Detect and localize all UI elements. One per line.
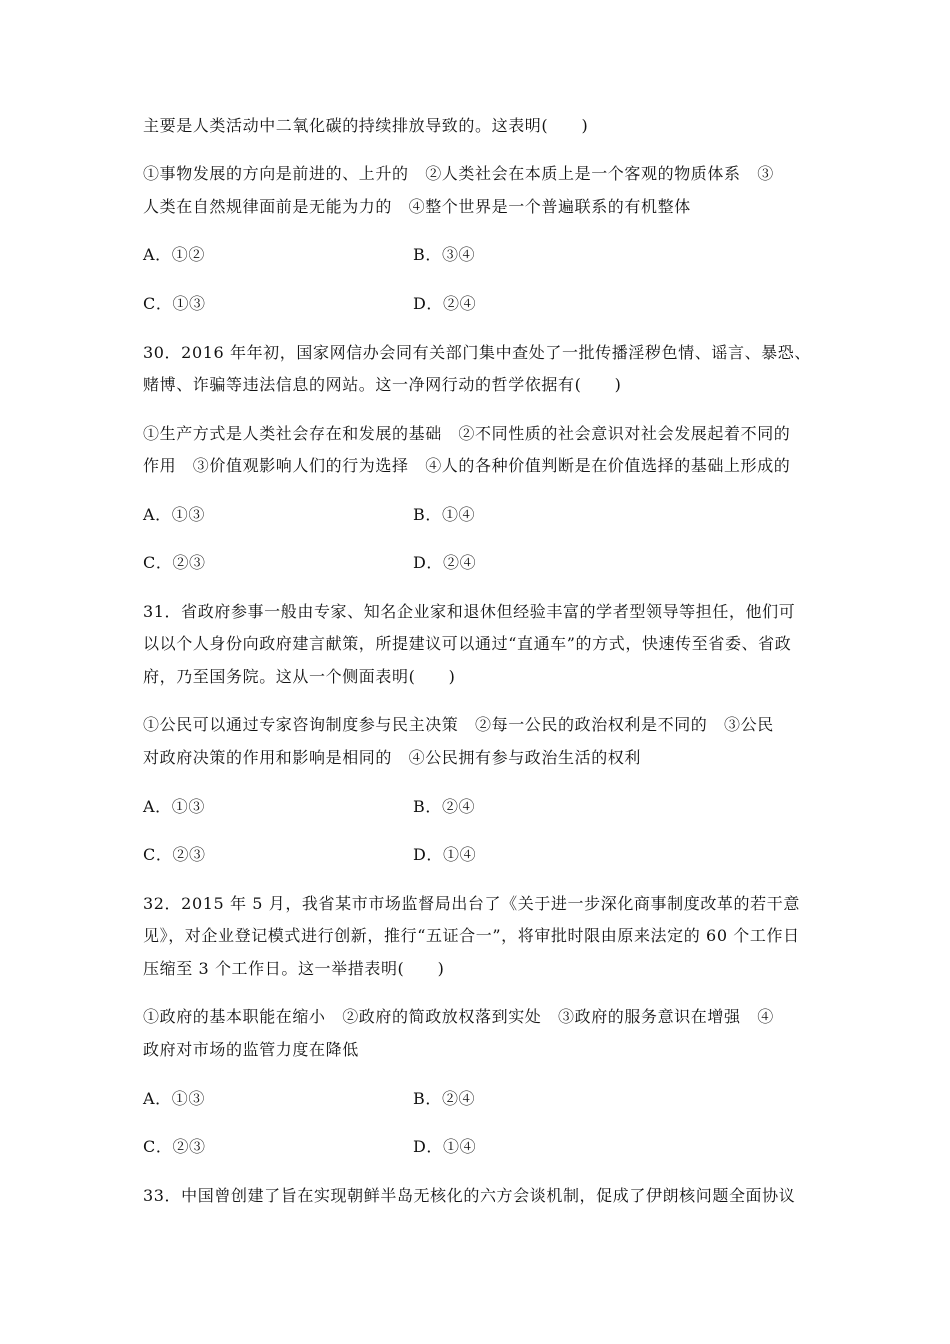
q32-option-b: B．②④ xyxy=(413,1089,476,1108)
q33-stem-line1: 33．中国曾创建了旨在实现朝鲜半岛无核化的六方会谈机制，促成了伊朗核问题全面协议 xyxy=(143,1186,796,1205)
q32-statements-line1: ①政府的基本职能在缩小 ②政府的简政放权落到实处 ③政府的服务意识在增强 ④ xyxy=(143,1007,774,1026)
q31-option-d: D．①④ xyxy=(413,845,477,864)
q29-option-d: D．②④ xyxy=(413,294,477,313)
q29-statements-line2: 人类在自然规律面前是无能为力的 ④整个世界是一个普遍联系的有机整体 xyxy=(143,197,691,216)
q32-stem-line2: 见》，对企业登记模式进行创新，推行“五证合一”，将审批时限由原来法定的 60 个工作日 xyxy=(143,926,800,945)
q31-statements-line1: ①公民可以通过专家咨询制度参与民主决策 ②每一公民的政治权利是不同的 ③公民 xyxy=(143,715,774,734)
q31-option-a: A．①③ xyxy=(143,797,205,816)
q31-option-c: C．②③ xyxy=(143,845,206,864)
q29-statements-line1: ①事物发展的方向是前进的、上升的 ②人类社会在本质上是一个客观的物质体系 ③ xyxy=(143,164,774,183)
q32-option-a: A．①③ xyxy=(143,1089,205,1108)
q29-option-b: B．③④ xyxy=(413,245,476,264)
q31-option-b: B．②④ xyxy=(413,797,476,816)
q30-option-a: A．①③ xyxy=(143,505,205,524)
q32-statements-line2: 政府对市场的监管力度在降低 xyxy=(143,1040,359,1059)
q30-stem-line1: 30．2016 年年初，国家网信办会同有关部门集中查处了一批传播淫秽色情、谣言、暴恐、 xyxy=(143,343,811,362)
q30-stem-line2: 赌博、诈骗等违法信息的网站。这一净网行动的哲学依据有( ) xyxy=(143,375,622,394)
q31-stem-line1: 31．省政府参事一般由专家、知名企业家和退休但经验丰富的学者型领导等担任，他们可 xyxy=(143,602,796,621)
q30-statements-line2: 作用 ③价值观影响人们的行为选择 ④人的各种价值判断是在价值选择的基础上形成的 xyxy=(143,456,791,475)
q31-stem-line3: 府，乃至国务院。这从一个侧面表明( ) xyxy=(143,667,456,686)
q30-option-b: B．①④ xyxy=(413,505,476,524)
q32-option-c: C．②③ xyxy=(143,1137,206,1156)
q32-stem-line1: 32．2015 年 5 月，我省某市市场监督局出台了《关于进一步深化商事制度改革的若干意 xyxy=(143,894,800,913)
q32-option-d: D．①④ xyxy=(413,1137,477,1156)
q29-stem-tail: 主要是人类活动中二氧化碳的持续排放导致的。这表明( ) xyxy=(143,116,589,135)
q30-option-d: D．②④ xyxy=(413,553,477,572)
q31-stem-line2: 以以个人身份向政府建言献策，所提建议可以通过“直通车”的方式，快速传至省委、省政 xyxy=(143,634,792,653)
q31-statements-line2: 对政府决策的作用和影响是相同的 ④公民拥有参与政治生活的权利 xyxy=(143,748,642,767)
q30-option-c: C．②③ xyxy=(143,553,206,572)
q30-statements-line1: ①生产方式是人类社会存在和发展的基础 ②不同性质的社会意识对社会发展起着不同的 xyxy=(143,424,791,443)
q32-stem-line3: 压缩至 3 个工作日。这一举措表明( ) xyxy=(143,959,445,978)
q29-option-c: C．①③ xyxy=(143,294,206,313)
q29-option-a: A．①② xyxy=(143,245,205,264)
